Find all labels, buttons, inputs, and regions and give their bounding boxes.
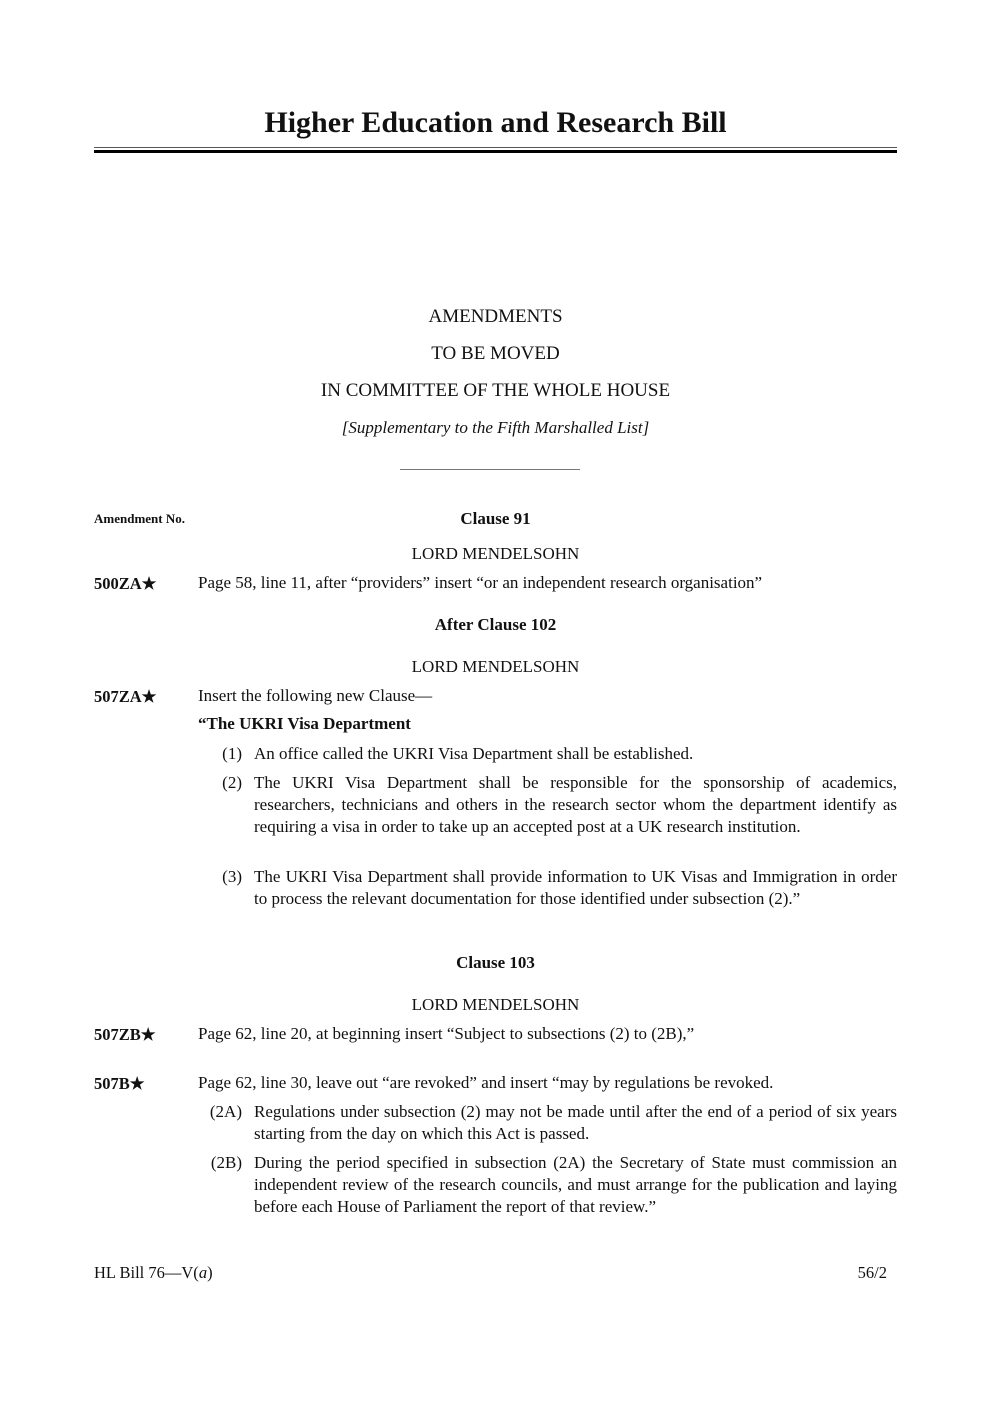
- subsection: [198, 743, 897, 765]
- section-divider: [400, 469, 580, 470]
- amendment-no-label: Amendment No.: [94, 511, 185, 526]
- clause-heading: Clause 91: [460, 509, 531, 528]
- title-rule-thin: [94, 147, 897, 148]
- bill-title: Higher Education and Research Bill: [264, 106, 727, 139]
- bill-ref-italic: a: [198, 1263, 208, 1282]
- amendment-number: 507ZA★: [94, 687, 157, 706]
- amendment-text: Page 62, line 30, leave out “are revoked” and insert “may by regulations be revoked.: [198, 1073, 774, 1092]
- clause-heading: Clause 103: [456, 953, 535, 972]
- subsection: [198, 866, 897, 910]
- amendment-text: Page 58, line 11, after “providers” insert “or an independent research organisation”: [198, 573, 763, 592]
- subsection-number: (2A): [209, 1102, 242, 1121]
- amendment-number: 507B★: [94, 1074, 145, 1093]
- subsection-text: Regulations under subsection (2) may not be made until after the end of a period of six years starting from the day on which this Act is passed.: [254, 1102, 897, 1143]
- subsection-number: (2): [222, 773, 242, 792]
- subsection: [198, 1101, 897, 1145]
- heading-line-committee: IN COMMITTEE OF THE WHOLE HOUSE: [320, 380, 671, 401]
- amendment-number: 507ZB★: [94, 1025, 156, 1044]
- title-rule-thick: [94, 150, 897, 153]
- bill-ref-suffix: ): [207, 1263, 213, 1282]
- subsection-text: The UKRI Visa Department shall be responsible for the sponsorship of academics, researchers, technicians and others in the research sector whom the department identify as requiring a visa in order to take up an accepted post at a UK research institution.: [254, 773, 897, 836]
- amendment-text: Insert the following new Clause—: [198, 686, 433, 705]
- bill-ref-prefix: HL Bill 76—V(: [94, 1263, 199, 1282]
- mover-name: LORD MENDELSOHN: [411, 995, 580, 1014]
- subsection-number: (3): [222, 867, 242, 886]
- subsection: [198, 1152, 897, 1218]
- subsection-text: The UKRI Visa Department shall provide information to UK Visas and Immigration in order to process the relevant documentation for those identified under subsection (2).”: [254, 867, 897, 908]
- bill-reference: [94, 1263, 213, 1283]
- subtitle: [Supplementary to the Fifth Marshalled List]: [341, 418, 650, 437]
- amendment-number: 500ZA★: [94, 574, 157, 593]
- subsection-number: (2B): [210, 1153, 242, 1172]
- heading-line-to-be-moved: TO BE MOVED: [431, 343, 560, 364]
- clause-heading: After Clause 102: [434, 615, 557, 634]
- page-reference: 56/2: [857, 1263, 887, 1282]
- subsection-text: An office called the UKRI Visa Department shall be established.: [254, 744, 694, 763]
- amendment-text: Page 62, line 20, at beginning insert “Subject to subsections (2) to (2B),”: [198, 1024, 695, 1043]
- subsection-number: (1): [222, 744, 242, 763]
- subsection-text: During the period specified in subsection (2A) the Secretary of State must commission an independent review of the research councils, and must arrange for the publication and laying before each House of Parliament the report of that review.”: [254, 1153, 897, 1216]
- new-clause-title: “The UKRI Visa Department: [198, 714, 411, 733]
- mover-name: LORD MENDELSOHN: [411, 544, 580, 563]
- heading-line-amendments: AMENDMENTS: [428, 306, 563, 327]
- subsection: [198, 772, 897, 838]
- mover-name: LORD MENDELSOHN: [411, 657, 580, 676]
